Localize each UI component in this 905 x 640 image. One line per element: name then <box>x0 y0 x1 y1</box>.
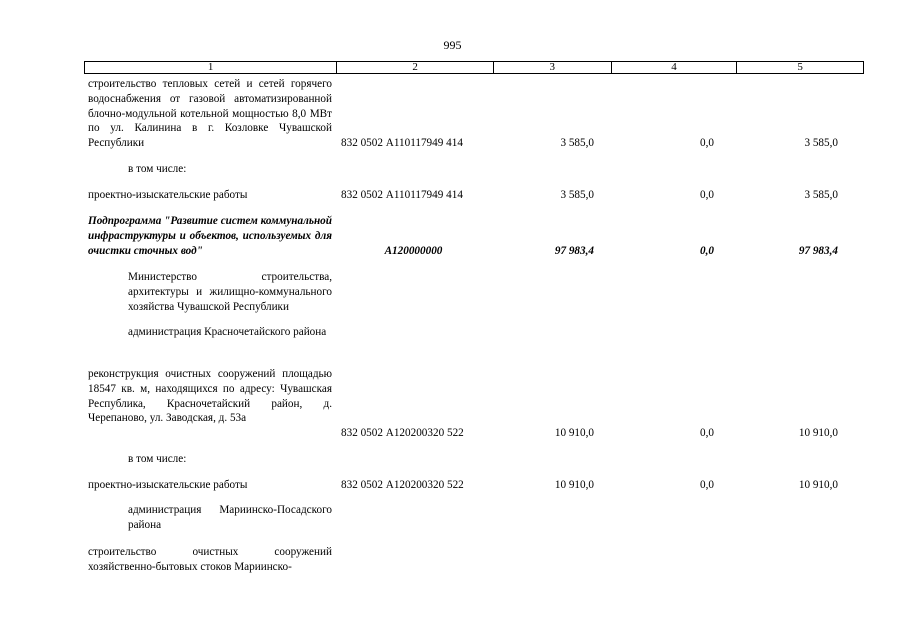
row-code: 832 0502 А120200320 522 <box>341 479 464 491</box>
row-code: 832 0502 А120200320 522 <box>341 427 464 439</box>
subprogram-value-col5: 97 983,4 <box>798 245 838 257</box>
row-value-col5: 10 910,0 <box>798 479 838 491</box>
table-header <box>84 61 864 74</box>
header-col-1: 1 <box>85 62 337 73</box>
subprogram-value-col4: 0,0 <box>700 245 714 257</box>
row-value-col4: 0,0 <box>700 427 714 439</box>
subprogram-title: Подпрограмма "Развитие систем коммунальной инфраструктуры и объектов, используемых для очистки сточных вод" <box>88 215 332 257</box>
row-description: проектно-изыскательские работы <box>88 189 248 201</box>
header-col-2: 2 <box>337 62 494 73</box>
row-description: в том числе: <box>128 453 187 465</box>
administration-name: администрация Мариинско-Посадского района <box>128 504 332 531</box>
row-value-col4: 0,0 <box>700 479 714 491</box>
row-value-col5: 10 910,0 <box>798 427 838 439</box>
page-number: 995 <box>443 38 462 52</box>
row-description: в том числе: <box>128 163 187 175</box>
row-value-col3: 3 585,0 <box>560 189 594 201</box>
row-code: 832 0502 А110117949 414 <box>341 189 463 201</box>
row-description: реконструкция очистных сооружений площадью 18547 кв. м, находящихся по адресу: Чувашская Республика, Красночетайский район, д. Черепаново, ул. Заводская, д. 53а <box>88 368 332 425</box>
ministry-name: Министерство строительства, архитектуры и жилищно-коммунального хозяйства Чувашской Республики <box>128 271 332 313</box>
header-col-3: 3 <box>494 62 612 73</box>
row-value-col5: 3 585,0 <box>804 189 838 201</box>
row-code: 832 0502 А110117949 414 <box>341 137 463 149</box>
subprogram-value-col3: 97 983,4 <box>554 245 594 257</box>
row-description: проектно-изыскательские работы <box>88 479 248 491</box>
administration-name: администрация Красночетайского района <box>128 326 327 338</box>
row-description: строительство очистных сооружений хозяйственно-бытовых стоков Мариинско- <box>88 546 332 573</box>
row-value-col3: 3 585,0 <box>560 137 594 149</box>
header-col-4: 4 <box>612 62 738 73</box>
subprogram-code: А120000000 <box>384 245 443 257</box>
row-value-col3: 10 910,0 <box>554 427 594 439</box>
row-value-col4: 0,0 <box>700 189 714 201</box>
row-value-col3: 10 910,0 <box>554 479 594 491</box>
row-description: строительство тепловых сетей и сетей горячего водоснабжения от газовой автоматизированной блочно-модульной котельной мощностью 8,0 МВт по ул. Калинина в г. Козловке Чувашской Республики <box>88 78 332 150</box>
row-value-col5: 3 585,0 <box>804 137 838 149</box>
row-value-col4: 0,0 <box>700 137 714 149</box>
header-col-5: 5 <box>797 61 803 73</box>
